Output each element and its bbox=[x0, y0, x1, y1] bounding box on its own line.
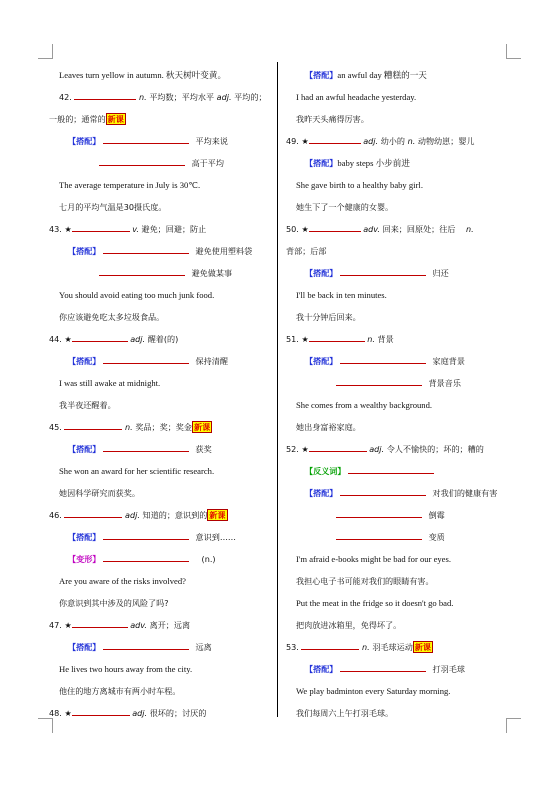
corner-mark-top-left bbox=[38, 44, 53, 59]
part-of-speech: n. bbox=[139, 92, 147, 102]
entry-45 bbox=[49, 416, 281, 438]
definition: 醒着(的) bbox=[147, 334, 179, 344]
answer-blank[interactable] bbox=[103, 553, 189, 562]
part-of-speech: adj. bbox=[130, 334, 146, 344]
example-line bbox=[296, 592, 516, 614]
entry-number: 53. bbox=[286, 642, 299, 652]
collocation-meaning: an awful day 糟糕的一天 bbox=[337, 70, 427, 80]
collocation-row bbox=[296, 64, 516, 86]
collocation-row bbox=[296, 482, 516, 504]
entry-43 bbox=[49, 218, 281, 240]
collocation-row bbox=[59, 438, 281, 460]
example-text: I'll be back in ten minutes. bbox=[296, 290, 387, 300]
collocation-meaning: 保持清醒 bbox=[195, 356, 228, 366]
translation-line bbox=[296, 614, 516, 636]
entry-42 bbox=[59, 86, 281, 108]
collocation-meaning: 高于平均 bbox=[191, 158, 224, 168]
entry-49 bbox=[286, 130, 516, 152]
example-text: We play badminton every Saturday morning. bbox=[296, 686, 451, 696]
collocation-label: 【搭配】 bbox=[305, 356, 338, 366]
star-icon: ★ bbox=[301, 225, 309, 234]
definition: 平均的； bbox=[234, 92, 267, 102]
variant-meaning: (n.) bbox=[201, 554, 216, 564]
collocation-meaning: 打羽毛球 bbox=[432, 664, 465, 674]
example-line bbox=[296, 548, 516, 570]
right-column bbox=[286, 64, 516, 724]
collocation-meaning: 背景音乐 bbox=[428, 378, 461, 388]
definition: 羽毛球运动 bbox=[372, 642, 413, 652]
example-text: I had an awful headache yesterday. bbox=[296, 92, 417, 102]
definition: 避免；回避；防止 bbox=[141, 224, 207, 234]
new-badge: 新课 bbox=[209, 510, 226, 520]
definition: 令人不愉快的；坏的；糟的 bbox=[386, 444, 484, 454]
example-line bbox=[59, 460, 281, 482]
entry-47 bbox=[49, 614, 281, 636]
collocation-meaning: 避免使用塑料袋 bbox=[195, 246, 253, 256]
variant-label: 【变形】 bbox=[68, 554, 101, 564]
new-badge: 新课 bbox=[414, 642, 431, 652]
star-icon: ★ bbox=[64, 335, 72, 344]
translation-text: 我们每周六上午打羽毛球。 bbox=[296, 708, 394, 718]
new-badge: 新课 bbox=[107, 114, 124, 124]
example-text: I'm afraid e-books might be bad for our eyes. bbox=[296, 554, 451, 564]
part-of-speech: adj. bbox=[132, 708, 148, 718]
example-line bbox=[296, 86, 516, 108]
antonym-row bbox=[296, 460, 516, 482]
translation-line bbox=[59, 394, 281, 416]
collocation-meaning: 获奖 bbox=[195, 444, 212, 454]
star-icon: ★ bbox=[301, 445, 309, 454]
answer-blank[interactable] bbox=[340, 355, 426, 364]
collocation-label: 【搭配】 bbox=[305, 488, 338, 498]
definition: 动物幼崽；婴儿 bbox=[417, 136, 475, 146]
collocation-meaning: 平均来说 bbox=[195, 136, 228, 146]
answer-blank[interactable] bbox=[72, 223, 130, 232]
answer-blank[interactable] bbox=[340, 663, 426, 672]
answer-blank[interactable] bbox=[103, 443, 189, 452]
collocation-label: 【搭配】 bbox=[68, 642, 101, 652]
part-of-speech: adj. bbox=[125, 510, 140, 520]
definition: 很坏的；讨厌的 bbox=[149, 708, 207, 718]
answer-blank[interactable] bbox=[72, 619, 128, 628]
collocation-label: 【搭配】 bbox=[305, 158, 338, 168]
entry-42-cont bbox=[49, 108, 281, 130]
translation-line bbox=[59, 680, 281, 702]
entry-50-cont bbox=[286, 240, 516, 262]
answer-blank[interactable] bbox=[64, 421, 122, 430]
answer-blank[interactable] bbox=[309, 443, 367, 452]
star-icon: ★ bbox=[64, 709, 72, 718]
answer-blank[interactable] bbox=[103, 641, 189, 650]
answer-blank[interactable] bbox=[336, 509, 422, 518]
collocation-meaning: 避免做某事 bbox=[191, 268, 233, 278]
translation-line bbox=[296, 196, 516, 218]
example-line bbox=[59, 570, 281, 592]
collocation-meaning: 对我们的健康有害 bbox=[432, 488, 498, 498]
entry-number: 43. bbox=[49, 224, 62, 234]
collocation-label: 【搭配】 bbox=[68, 136, 101, 146]
example-text: I was still awake at midnight. bbox=[59, 378, 161, 388]
collocation-row bbox=[59, 636, 281, 658]
collocation-label: 【搭配】 bbox=[305, 664, 338, 674]
star-icon: ★ bbox=[64, 225, 72, 234]
translation-line bbox=[59, 482, 281, 504]
collocation-row bbox=[59, 152, 281, 174]
entry-number: 47. bbox=[49, 620, 62, 630]
collocation-meaning: 倒霉 bbox=[428, 510, 445, 520]
collocation-label: 【搭配】 bbox=[68, 246, 101, 256]
entry-52 bbox=[286, 438, 516, 460]
translation-text: 七月的平均气温是30摄氏度。 bbox=[59, 202, 167, 212]
translation-line bbox=[296, 570, 516, 592]
collocation-meaning: 归还 bbox=[432, 268, 449, 278]
part-of-speech: n. bbox=[367, 334, 375, 344]
collocation-row bbox=[59, 262, 281, 284]
example-line bbox=[296, 680, 516, 702]
example-line bbox=[59, 372, 281, 394]
definition: 离开；远离 bbox=[149, 620, 191, 630]
new-badge: 新课 bbox=[193, 422, 211, 432]
translation-line bbox=[59, 196, 281, 218]
collocation-label: 【搭配】 bbox=[68, 444, 101, 454]
answer-blank[interactable] bbox=[336, 531, 422, 540]
answer-blank[interactable] bbox=[309, 135, 361, 144]
translation-text: 我担心电子书可能对我们的眼睛有害。 bbox=[296, 576, 434, 586]
answer-blank[interactable] bbox=[99, 267, 185, 276]
example-line bbox=[296, 174, 516, 196]
translation-text: 我昨天头痛得厉害。 bbox=[296, 114, 369, 124]
star-icon: ★ bbox=[64, 621, 72, 630]
answer-blank[interactable] bbox=[301, 641, 359, 650]
variant-row bbox=[59, 548, 281, 570]
answer-blank[interactable] bbox=[336, 377, 422, 386]
collocation-row bbox=[59, 130, 281, 152]
answer-blank[interactable] bbox=[103, 245, 189, 254]
answer-blank[interactable] bbox=[74, 91, 136, 100]
star-icon: ★ bbox=[301, 335, 309, 344]
translation-line bbox=[296, 416, 516, 438]
translation-text: 我十分钟后回来。 bbox=[296, 312, 361, 322]
translation-text: 她生下了一个健康的女婴。 bbox=[296, 202, 394, 212]
example-text: The average temperature in July is 30℃. bbox=[59, 180, 201, 190]
example-text: She comes from a wealthy background. bbox=[296, 400, 433, 410]
part-of-speech: adj. bbox=[369, 444, 385, 454]
entry-number: 48. bbox=[49, 708, 62, 718]
answer-blank[interactable] bbox=[309, 333, 365, 342]
collocation-meaning: 意识到…… bbox=[195, 532, 237, 542]
answer-blank[interactable] bbox=[72, 333, 128, 342]
answer-blank[interactable] bbox=[340, 487, 426, 496]
entry-number: 52. bbox=[286, 444, 299, 454]
collocation-meaning: baby steps 小步前进 bbox=[337, 158, 410, 168]
translation-text: 她出身富裕家庭。 bbox=[296, 422, 361, 432]
collocation-meaning: 家庭背景 bbox=[432, 356, 465, 366]
collocation-label: 【搭配】 bbox=[68, 356, 101, 366]
left-column bbox=[49, 64, 281, 724]
corner-mark-top-right bbox=[506, 44, 521, 59]
collocation-row bbox=[59, 526, 281, 548]
collocation-row bbox=[296, 350, 516, 372]
collocation-row bbox=[296, 526, 516, 548]
part-of-speech: adj. bbox=[363, 136, 379, 146]
entry-53 bbox=[286, 636, 516, 658]
entry-number: 45. bbox=[49, 422, 62, 432]
definition: 一般的；通常的 bbox=[49, 114, 106, 124]
collocation-label: 【搭配】 bbox=[305, 70, 338, 80]
entry-number: 50. bbox=[286, 224, 299, 234]
entry-51 bbox=[286, 328, 516, 350]
part-of-speech: n. bbox=[466, 224, 474, 234]
collocation-row bbox=[59, 350, 281, 372]
example-text: Leaves turn yellow in autumn. 秋天树叶变黄。 bbox=[59, 70, 227, 80]
translation-line bbox=[296, 702, 516, 724]
entry-number: 46. bbox=[49, 510, 62, 520]
part-of-speech: n. bbox=[125, 422, 133, 432]
definition: 背景 bbox=[377, 334, 394, 344]
translation-text: 你意识到其中涉及的风险了吗? bbox=[59, 598, 169, 608]
translation-line bbox=[296, 108, 516, 130]
collocation-label: 【搭配】 bbox=[68, 532, 101, 542]
translation-text: 你应该避免吃太多垃圾食品。 bbox=[59, 312, 165, 322]
example-text: You should avoid eating too much junk food. bbox=[59, 290, 215, 300]
example-text: He lives two hours away from the city. bbox=[59, 664, 193, 674]
collocation-meaning: 远离 bbox=[195, 642, 212, 652]
definition: 知道的；意识到的 bbox=[142, 510, 208, 520]
part-of-speech: n. bbox=[407, 136, 416, 146]
entry-number: 51. bbox=[286, 334, 299, 344]
collocation-row bbox=[296, 504, 516, 526]
example-text: Are you aware of the risks involved? bbox=[59, 576, 186, 586]
antonym-label: 【反义词】 bbox=[305, 466, 346, 476]
part-of-speech: adj. bbox=[216, 92, 232, 102]
answer-blank[interactable] bbox=[64, 509, 122, 518]
part-of-speech: n. bbox=[362, 642, 370, 652]
definition: 奖品；奖；奖金 bbox=[135, 422, 192, 432]
part-of-speech: v. bbox=[132, 224, 139, 234]
example-line bbox=[59, 284, 281, 306]
part-of-speech: adv. bbox=[130, 620, 148, 630]
collocation-meaning: 变质 bbox=[428, 532, 445, 542]
definition: 背部；后部 bbox=[286, 246, 327, 256]
answer-blank[interactable] bbox=[348, 465, 434, 474]
entry-46 bbox=[49, 504, 281, 526]
example-line bbox=[296, 394, 516, 416]
answer-blank[interactable] bbox=[340, 267, 426, 276]
definition: 回来；回原处；往后 bbox=[382, 224, 456, 234]
translation-text: 我半夜还醒着。 bbox=[59, 400, 116, 410]
collocation-row bbox=[296, 152, 516, 174]
example-line bbox=[59, 64, 281, 86]
answer-blank[interactable] bbox=[309, 223, 361, 232]
entry-number: 49. bbox=[286, 136, 299, 146]
translation-text: 把肉放进冰箱里，免得坏了。 bbox=[296, 620, 402, 630]
definition: 幼小的 bbox=[380, 136, 405, 146]
example-line bbox=[59, 658, 281, 680]
translation-text: 他住的地方离城市有两小时车程。 bbox=[59, 686, 181, 696]
collocation-label: 【搭配】 bbox=[305, 268, 338, 278]
entry-48 bbox=[49, 702, 281, 724]
star-icon: ★ bbox=[301, 137, 309, 146]
example-line bbox=[296, 284, 516, 306]
translation-text: 她因科学研究而获奖。 bbox=[59, 488, 140, 498]
example-text: Put the meat in the fridge so it doesn't go bad. bbox=[296, 598, 454, 608]
entry-number: 42. bbox=[59, 92, 72, 102]
answer-blank[interactable] bbox=[103, 135, 189, 144]
translation-line bbox=[59, 592, 281, 614]
collocation-row bbox=[296, 372, 516, 394]
example-text: She won an award for her scientific research. bbox=[59, 466, 215, 476]
entry-number: 44. bbox=[49, 334, 62, 344]
collocation-row bbox=[296, 262, 516, 284]
collocation-row bbox=[296, 658, 516, 680]
answer-blank[interactable] bbox=[103, 355, 189, 364]
part-of-speech: adv. bbox=[363, 224, 381, 234]
answer-blank[interactable] bbox=[103, 531, 189, 540]
entry-50 bbox=[286, 218, 516, 240]
example-line bbox=[59, 174, 281, 196]
collocation-row bbox=[59, 240, 281, 262]
definition: 平均数；平均水平 bbox=[149, 92, 215, 102]
translation-line bbox=[296, 306, 516, 328]
translation-line bbox=[59, 306, 281, 328]
example-text: She gave birth to a healthy baby girl. bbox=[296, 180, 423, 190]
answer-blank[interactable] bbox=[72, 707, 130, 716]
entry-44 bbox=[49, 328, 281, 350]
answer-blank[interactable] bbox=[99, 157, 185, 166]
